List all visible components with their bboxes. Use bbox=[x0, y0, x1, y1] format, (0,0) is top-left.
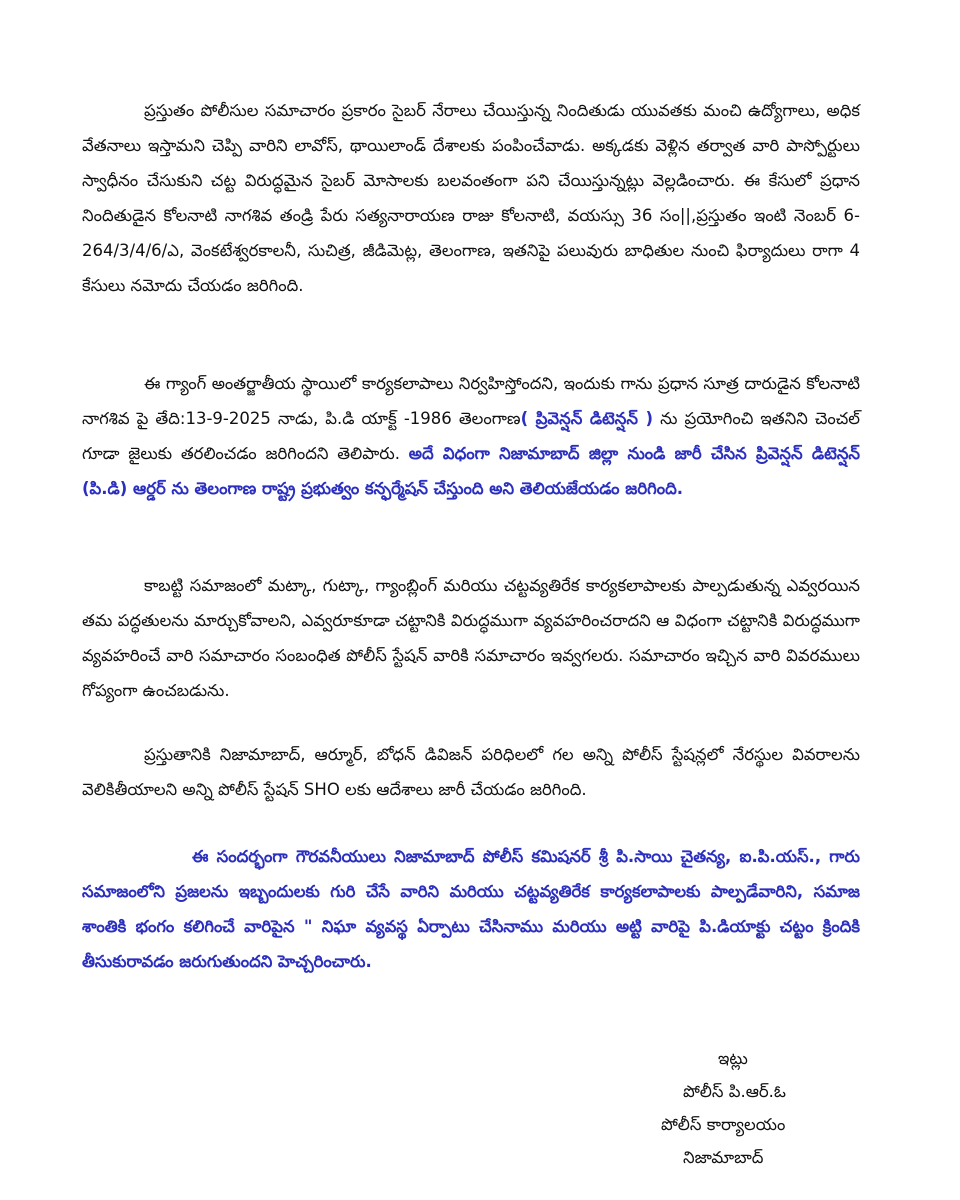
signature-location: నిజామాబాద్ bbox=[683, 1148, 764, 1167]
paragraph-text: ప్రస్తుతం పోలీసుల సమాచారం ప్రకారం సైబర్ నేరాలు చేయిస్తున్న నిందితుడు యువతకు మంచి ఉద్యోగాలు, అధిక వేతనాలు ఇస్తామని చెప్పి వారిని లావోస్, థాయిలాండ్ దేశాలకు పంపించేవాడు. అక్కడకు వెళ్లిన తర్వాత వారి పాస్పోర్టులు స్వాధీనం చేసుకుని చట్ట విరుద్ధమైన సైబర్ మోసాలకు బలవంతంగా పని చేయిస్తున్నట్లు వెల్లడించారు. ఈ కేసులో ప్రధాన నిందితుడైన కోలనాటి నాగశివ తండ్రి పేరు సత్యనారాయణ రాజు కోలనాటి, వయస్సు 36 సం||,ప్రస్తుతం ఇంటి నెంబర్ 6-264/3/4/6/ఎ, వెంకటేశ్వరకాలనీ, సుచిత్ర, జీడిమెట్ల, తెలంగాణ, ఇతనిపై పలువురు బాధితుల నుంచి ఫిర్యాదులు రాగా 4 కేసులు నమోదు చేయడం జరిగింది. bbox=[82, 101, 860, 295]
paragraph-text: ను ప్రయోగించి ఇతనిని చెంచల్ గూడా జైలుకు తరలించడం జరిగిందని తెలిపారు. bbox=[82, 409, 860, 463]
paragraph-public-appeal bbox=[82, 568, 860, 708]
signature-office: పోలీస్ కార్యాలయం bbox=[661, 1115, 786, 1134]
paragraph-sho-orders bbox=[82, 737, 860, 807]
paragraph-cyber-crime-details bbox=[82, 93, 860, 303]
paragraph-text: కాబట్టి సమాజంలో మట్కా, గుట్కా, గ్యాంబ్లింగ్ మరియు చట్టవ్యతిరేక కార్యకలాపాలకు పాల్పడుతున్న ఎవ్వరయిన తమ పద్ధతులను మార్చుకోవాలని, ఎవ్వరూకూడా చట్టానికి విరుద్ధముగా వ్యవహరించరాదని ఆ విధంగా చట్టానికి విరుద్ధముగా వ్యవహరించే వారి సమాచారం సంబంధిత పోలీస్ స్టేషన్ వారికి సమాచారం ఇవ్వగలరు. సమాచారం ఇచ్చిన వారి వివరములు గోప్యంగా ఉంచబడును. bbox=[82, 576, 860, 700]
paragraph-text: ప్రస్తుతానికి నిజామాబాద్, ఆర్మూర్, బోధన్ డివిజన్ పరిధిలలో గల అన్ని పోలీస్ స్టేషన్లలో నేరస్థుల వివరాలను వెలికితీయాలని అన్ని పోలీస్ స్టేషన్ SHO లకు ఆదేశాలు జారీ చేయడం జరిగింది. bbox=[82, 745, 860, 799]
highlighted-text: అదే విధంగా నిజామాబాద్ జిల్లా నుండి జారీ చేసిన ప్రివెన్షన్ డిటెన్షన్ (పి.డి) ఆర్డర్ ను తెలంగాణ రాష్ట్ర ప్రభుత్వం కన్ఫర్మేషన్ చేస్తుంది అని తెలియజేయడం జరిగింది. bbox=[82, 444, 860, 498]
signature-closing: ఇట్లు bbox=[718, 1049, 748, 1068]
highlighted-text: ( ప్రివెన్షన్ డిటెన్షన్ ) bbox=[520, 409, 654, 428]
paragraph-text: ఈ గ్యాంగ్ అంతర్జాతీయ స్థాయిలో కార్యకలాపాలు నిర్వహిస్తోందని, ఇందుకు గాను ప్రధాన సూత్ర దారుడైన కోలనాటి నాగశివ పై తేది:13-9-2025 నాడు, పి.డి యాక్ట్ -1986 తెలంగాణ bbox=[82, 374, 860, 428]
paragraph-pd-act-detention bbox=[82, 366, 860, 506]
signature-designation: పోలీస్ పి.ఆర్.ఓ bbox=[683, 1082, 786, 1101]
paragraph-text: ఈ సందర్భంగా గౌరవనీయులు నిజామాబాద్ పోలీస్ కమిషనర్ శ్రీ పి.సాయి చైతన్య, ఐ.పి.యస్., గారు సమాజంలోని ప్రజలను ఇబ్బందులకు గురి చేసే వారిని మరియు చట్టవ్యతిరేక కార్యకలాపాలకు పాల్పడేవారిని, సమాజ శాంతికి భంగం కలిగించే వారిపైన " నిఘా వ్యవస్థ ఏర్పాటు చేసినాము మరియు అట్టి వారిపై పి.డియాక్టు చట్టం క్రిందికి తీసుకురావడం జరుగుతుందని హెచ్చరించారు. bbox=[82, 847, 860, 971]
paragraph-commissioner-warning bbox=[82, 839, 860, 979]
